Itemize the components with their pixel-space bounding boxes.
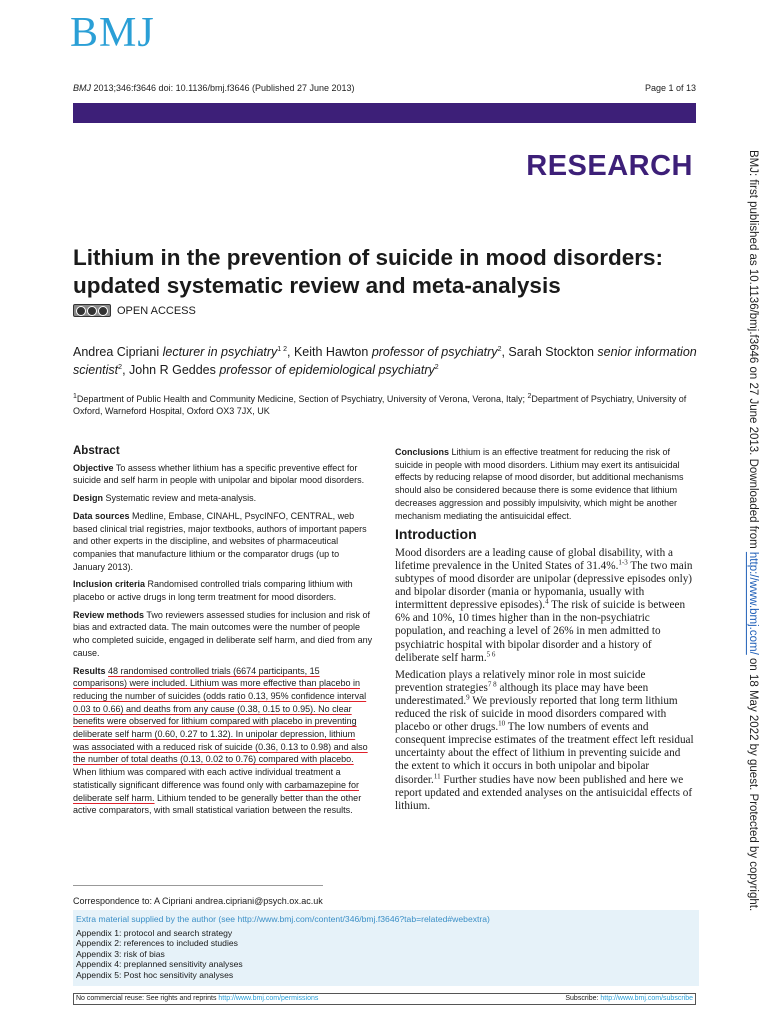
intro-paragraph-2: [395, 669, 696, 813]
section-text: Two reviewers assessed studies for inclusion and risk of bias and extracted data. The main outcomes were the number of people who completed suicide, engaged in deliberate self harm, and died from any cause.: [73, 609, 373, 658]
text: Mood disorders are a leading cause of global disability, with a lifetime prevalence in the United States of 31.4%.: [395, 546, 673, 573]
abstract-review-methods: [73, 609, 373, 660]
footer-right: [565, 994, 693, 1004]
highlighted-results: 48 randomised controlled trials (6674 participants, 15 comparisons) were included. Lithium was more effective than placebo in reducing the number of suicides (odds ratio 0.13, 95% confidence interval 0.03 to 0.66) and deaths from any cause (0.38, 0.15 to 0.95). No clear benefits were observed for lithium compared with placebo in preventing deliberate self harm (0.60, 0.27 to 1.32). In unipolar depression, lithium was associated with a reduced risk of suicide (0.36, 0.13 to 0.98) and also the number of total deaths (0.13, 0.02 to 0.76) compared with placebo.: [73, 665, 368, 765]
section-label: Objective: [73, 462, 114, 473]
abstract-objective: [73, 462, 373, 487]
footer-text: Subscribe:: [565, 995, 601, 1002]
appendix-item: Appendix 4: preplanned sensitivity analyses: [76, 959, 243, 970]
introduction-heading: Introduction: [395, 526, 477, 543]
permissions-link[interactable]: http://www.bmj.com/permissions: [218, 995, 319, 1002]
text: The two main subtypes of mood disorder are unipolar (depressive episodes only) and bipolar disorder (mania or hypomania, usually with intermittent depressive episodes).: [395, 560, 693, 612]
abstract-data-sources: [73, 510, 373, 574]
section-label: Design: [73, 493, 104, 504]
intro-paragraph-1: [395, 547, 696, 665]
page-footer: [73, 993, 696, 1005]
affiliation-2: Department of Psychiatry, University of Oxford, Warneford Hospital, Oxford OX3 7JX, UK: [73, 394, 687, 416]
appendix-item: Appendix 2: references to included studies: [76, 938, 238, 949]
sidebar-text-pre: BMJ: first published as 10.1136/bmj.f3646 on 27 June 2013. Downloaded from: [747, 150, 759, 552]
open-access-label: OPEN ACCESS: [117, 304, 196, 317]
affiliation-1: Department of Public Health and Community Medicine, Section of Psychiatry, University of Verona, Verona, Italy;: [76, 394, 528, 404]
page-number: Page 1 of 13: [644, 83, 696, 93]
author-affil-sup: 2: [497, 345, 502, 353]
section-text: Systematic review and meta-analysis.: [103, 493, 257, 504]
affiliations: [73, 393, 703, 417]
appendix-item: Appendix 5: Post hoc sensitivity analyses: [76, 969, 234, 980]
section-label: Review methods: [73, 609, 145, 620]
author-affil-sup: 2: [434, 363, 439, 371]
copyright-sidebar: [741, 150, 765, 912]
section-text: To assess whether lithium has a specific preventive effect for suicide and self harm in people with unipolar and bipolar mood disorders.: [73, 462, 365, 486]
section-label: Conclusions: [395, 447, 450, 457]
footer-text: No commercial reuse: See rights and reprints: [76, 995, 219, 1002]
appendix-item: Appendix 3: risk of bias: [76, 948, 165, 959]
citation-sup: 4: [545, 597, 549, 606]
subscribe-link[interactable]: http://www.bmj.com/subscribe: [600, 995, 693, 1002]
creative-commons-icon: [73, 304, 111, 317]
abstract-inclusion: [73, 578, 373, 603]
section-label: Data sources: [73, 510, 130, 521]
appendix-item: Appendix 1: protocol and search strategy: [76, 927, 233, 938]
author-name: Andrea Cipriani: [73, 345, 160, 359]
abstract-conclusions: [395, 446, 696, 522]
citation-sup: 7 8: [487, 680, 497, 689]
text: The risk of suicide is between 6% and 10%, 10 times higher than in the non-psychiatric population, and reaching a level of 26% in men admitted to psychiatric hospital with bipolar disorder and a history of deliberate self harm.: [395, 599, 686, 664]
highlighted-result-carbamazepine: carbamazepine for deliberate self harm.: [73, 779, 359, 803]
author-role: senior information scientist: [73, 345, 697, 377]
author-name: Sarah Stockton: [508, 345, 594, 359]
author-role: lecturer in psychiatry: [162, 345, 278, 359]
abstract-design: [73, 492, 373, 505]
bmj-logo: BMJ: [70, 10, 155, 56]
author-list: Andrea Cipriani lecturer in psychiatry$^{1 2}$, Keith Hawton professor of psychiatry$^2$, Sarah Stockton senior information scientist$^2$, John R Geddes professor of epidemiological psychiatry$^2$: [73, 345, 697, 377]
section-text: When lithium was compared with each active individual treatment a statistically significant difference was found only with: [73, 767, 341, 790]
footer-left: [76, 994, 318, 1004]
header-band: [73, 103, 696, 123]
affil-sup: 1: [73, 393, 77, 400]
citation-sup: 9: [466, 693, 470, 702]
section-text: Medline, Embase, CINAHL, PsycINFO, CENTRAL, web based clinical trial registries, major textbooks, authors of important papers and other experts in the discipline, and websites of pharmaceutical companies that manufacture lithium or the comparator drugs (up to January 2013).: [73, 510, 367, 572]
extra-material-heading: Extra material supplied by the author (see http://www.bmj.com/content/346/bmj.f3646?tab=related#webextra): [76, 914, 490, 924]
section-label: Inclusion criteria: [73, 579, 146, 590]
text: although its place may have been underestimated.: [395, 681, 649, 707]
citation-sup: 1-3: [618, 558, 628, 567]
extra-material-box: [73, 910, 699, 986]
author-affil-sup: 1 2: [277, 345, 288, 353]
section-text: Lithium tended to be generally better than the other active comparators, with small statistical variation between the results.: [73, 792, 362, 816]
citation-sup: 5 6: [486, 649, 496, 658]
text: Further studies have now been published and here we report updated and extended analyses on the antisuicidal effects of lithium.: [395, 773, 693, 812]
abstract-column: [73, 445, 373, 822]
footnote-divider: [73, 885, 323, 886]
author-name: Keith Hawton: [293, 345, 369, 359]
author-role: professor of epidemiological psychiatry: [219, 363, 435, 377]
author-affil-sup: 2: [118, 363, 123, 371]
abstract-heading: Abstract: [73, 445, 120, 457]
text: Medication plays a relatively minor role in most suicide prevention strategies: [395, 668, 646, 694]
author-name: John R Geddes: [129, 363, 216, 377]
author-role: professor of psychiatry: [371, 345, 498, 359]
section-text: Randomised controlled trials comparing lithium with placebo or active drugs in long term treatment for mood disorders.: [73, 579, 353, 603]
text: We previously reported that long term lithium reduced the risk of suicide in mood disorders compared with placebo or other drugs.: [395, 694, 678, 734]
sidebar-link[interactable]: http://www.bmj.com/: [747, 551, 759, 655]
abstract-results: [73, 665, 373, 817]
citation-line: [73, 83, 355, 93]
correspondence: Correspondence to: A Cipriani andrea.cipriani@psych.ox.ac.uk: [73, 896, 323, 906]
citation-sup: 11: [433, 771, 441, 780]
section-text: Lithium is an effective treatment for reducing the risk of suicide in people with mood disorders. Lithium may exert its antisuicidal effects by reducing relapse of mood disorder, but additional mechanisms should also be considered because there is some evidence that lithium decreases aggression and possibly impulsivity, which might be another mechanism mediating the antisuicidal effect.: [395, 447, 684, 521]
affil-sup: 2: [527, 393, 532, 400]
journal-name: BMJ: [73, 83, 91, 93]
open-access-row: [73, 304, 196, 317]
article-title: Lithium in the prevention of suicide in mood disorders: updated systematic review and meta-analysis: [73, 245, 664, 298]
section-label: RESEARCH: [526, 150, 693, 182]
right-column: [395, 446, 696, 817]
citation-details: 2013;346:f3646 doi: 10.1136/bmj.f3646 (Published 27 June 2013): [91, 83, 355, 93]
section-label: Results: [73, 665, 106, 676]
citation-sup: 10: [498, 719, 506, 728]
sidebar-text-post: on 18 May 2022 by guest. Protected by copyright.: [747, 654, 759, 912]
text: The low numbers of events and consequent imprecise estimates of the treatment effect left residual uncertainty about the effect of lithium in preventing suicide and the extent to which it occurs in both unipolar and bipolar disorder.: [395, 721, 694, 786]
